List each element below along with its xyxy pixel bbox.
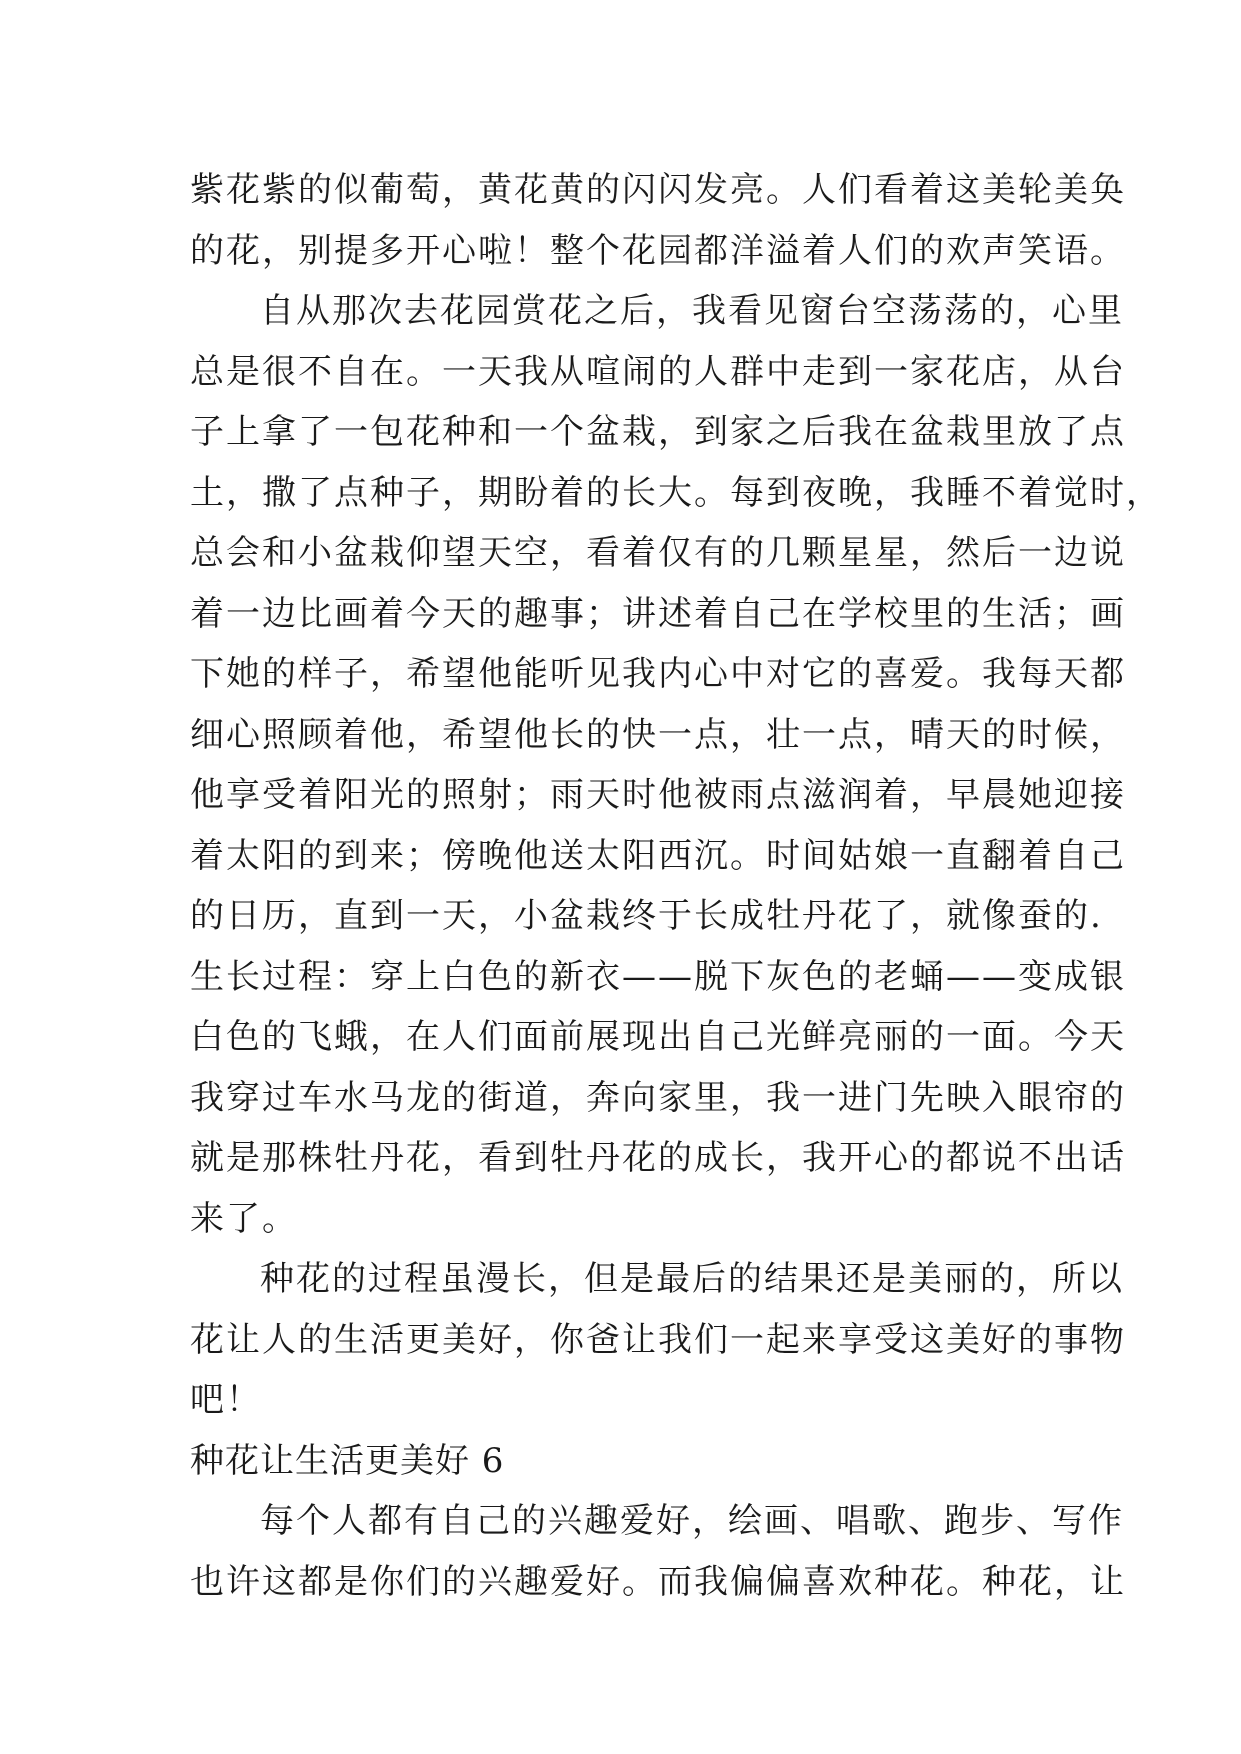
- text-line: 生长过程：穿上白色的新衣——脱下灰色的老蛹——变成银: [190, 956, 1126, 997]
- text-line: 的日历，直到一天，小盆栽终于长成牡丹花了，就像蚕的.: [190, 896, 1103, 936]
- text-line: 土，撒了点种子，期盼着的长大。每到夜晚，我睡不着觉时，: [190, 472, 1162, 513]
- paragraph-start-line: 每个人都有自己的兴趣爱好，绘画、唱歌、跑步、写作: [260, 1501, 1124, 1541]
- text-line: 他享受着阳光的照射；雨天时他被雨点滋润着，早晨她迎接: [190, 775, 1126, 815]
- text-line: 着一边比画着今天的趣事；讲述着自己在学校里的生活；画: [190, 593, 1126, 634]
- text-line: 我穿过车水马龙的街道，奔向家里，我一进门先映入眼帘的: [190, 1077, 1126, 1118]
- text-line: 总会和小盆栽仰望天空，看着仅有的几颗星星，然后一边说: [190, 533, 1126, 573]
- text-line: 总是很不自在。一天我从喧闹的人群中走到一家花店，从台: [190, 351, 1126, 392]
- text-line: 细心照顾着他，希望他长的快一点，壮一点，晴天的时候，: [190, 714, 1126, 755]
- paragraph-start-line: 种花的过程虽漫长，但是最后的结果还是美丽的，所以: [260, 1259, 1124, 1299]
- text-line: 吧！: [190, 1380, 262, 1420]
- text-line: 下她的样子，希望他能听见我内心中对它的喜爱。我每天都: [190, 654, 1126, 694]
- text-line: 紫花紫的似葡萄，黄花黄的闪闪发亮。人们看着这美轮美奂: [190, 170, 1126, 210]
- paragraph-start-line: 自从那次去花园赏花之后，我看见窗台空荡荡的，心里: [260, 291, 1124, 331]
- text-line: 子上拿了一包花种和一个盆栽，到家之后我在盆栽里放了点: [190, 412, 1126, 452]
- document-body: [190, 160, 1162, 1612]
- text-line: 着太阳的到来；傍晚他送太阳西沉。时间姑娘一直翻着自己: [190, 835, 1126, 876]
- section-heading: 种花让生活更美好 6: [190, 1440, 505, 1481]
- text-line: 花让人的生活更美好，你爸让我们一起来享受这美好的事物: [190, 1319, 1126, 1360]
- text-line: 白色的飞蛾，在人们面前展现出自己光鲜亮丽的一面。今天: [190, 1017, 1126, 1057]
- text-line: 来了。: [190, 1198, 298, 1239]
- text-line: 也许这都是你们的兴趣爱好。而我偏偏喜欢种花。种花，让: [190, 1561, 1126, 1602]
- text-line: 的花，别提多开心啦！整个花园都洋溢着人们的欢声笑语。: [190, 230, 1126, 271]
- text-line: 就是那株牡丹花，看到牡丹花的成长，我开心的都说不出话: [190, 1138, 1126, 1178]
